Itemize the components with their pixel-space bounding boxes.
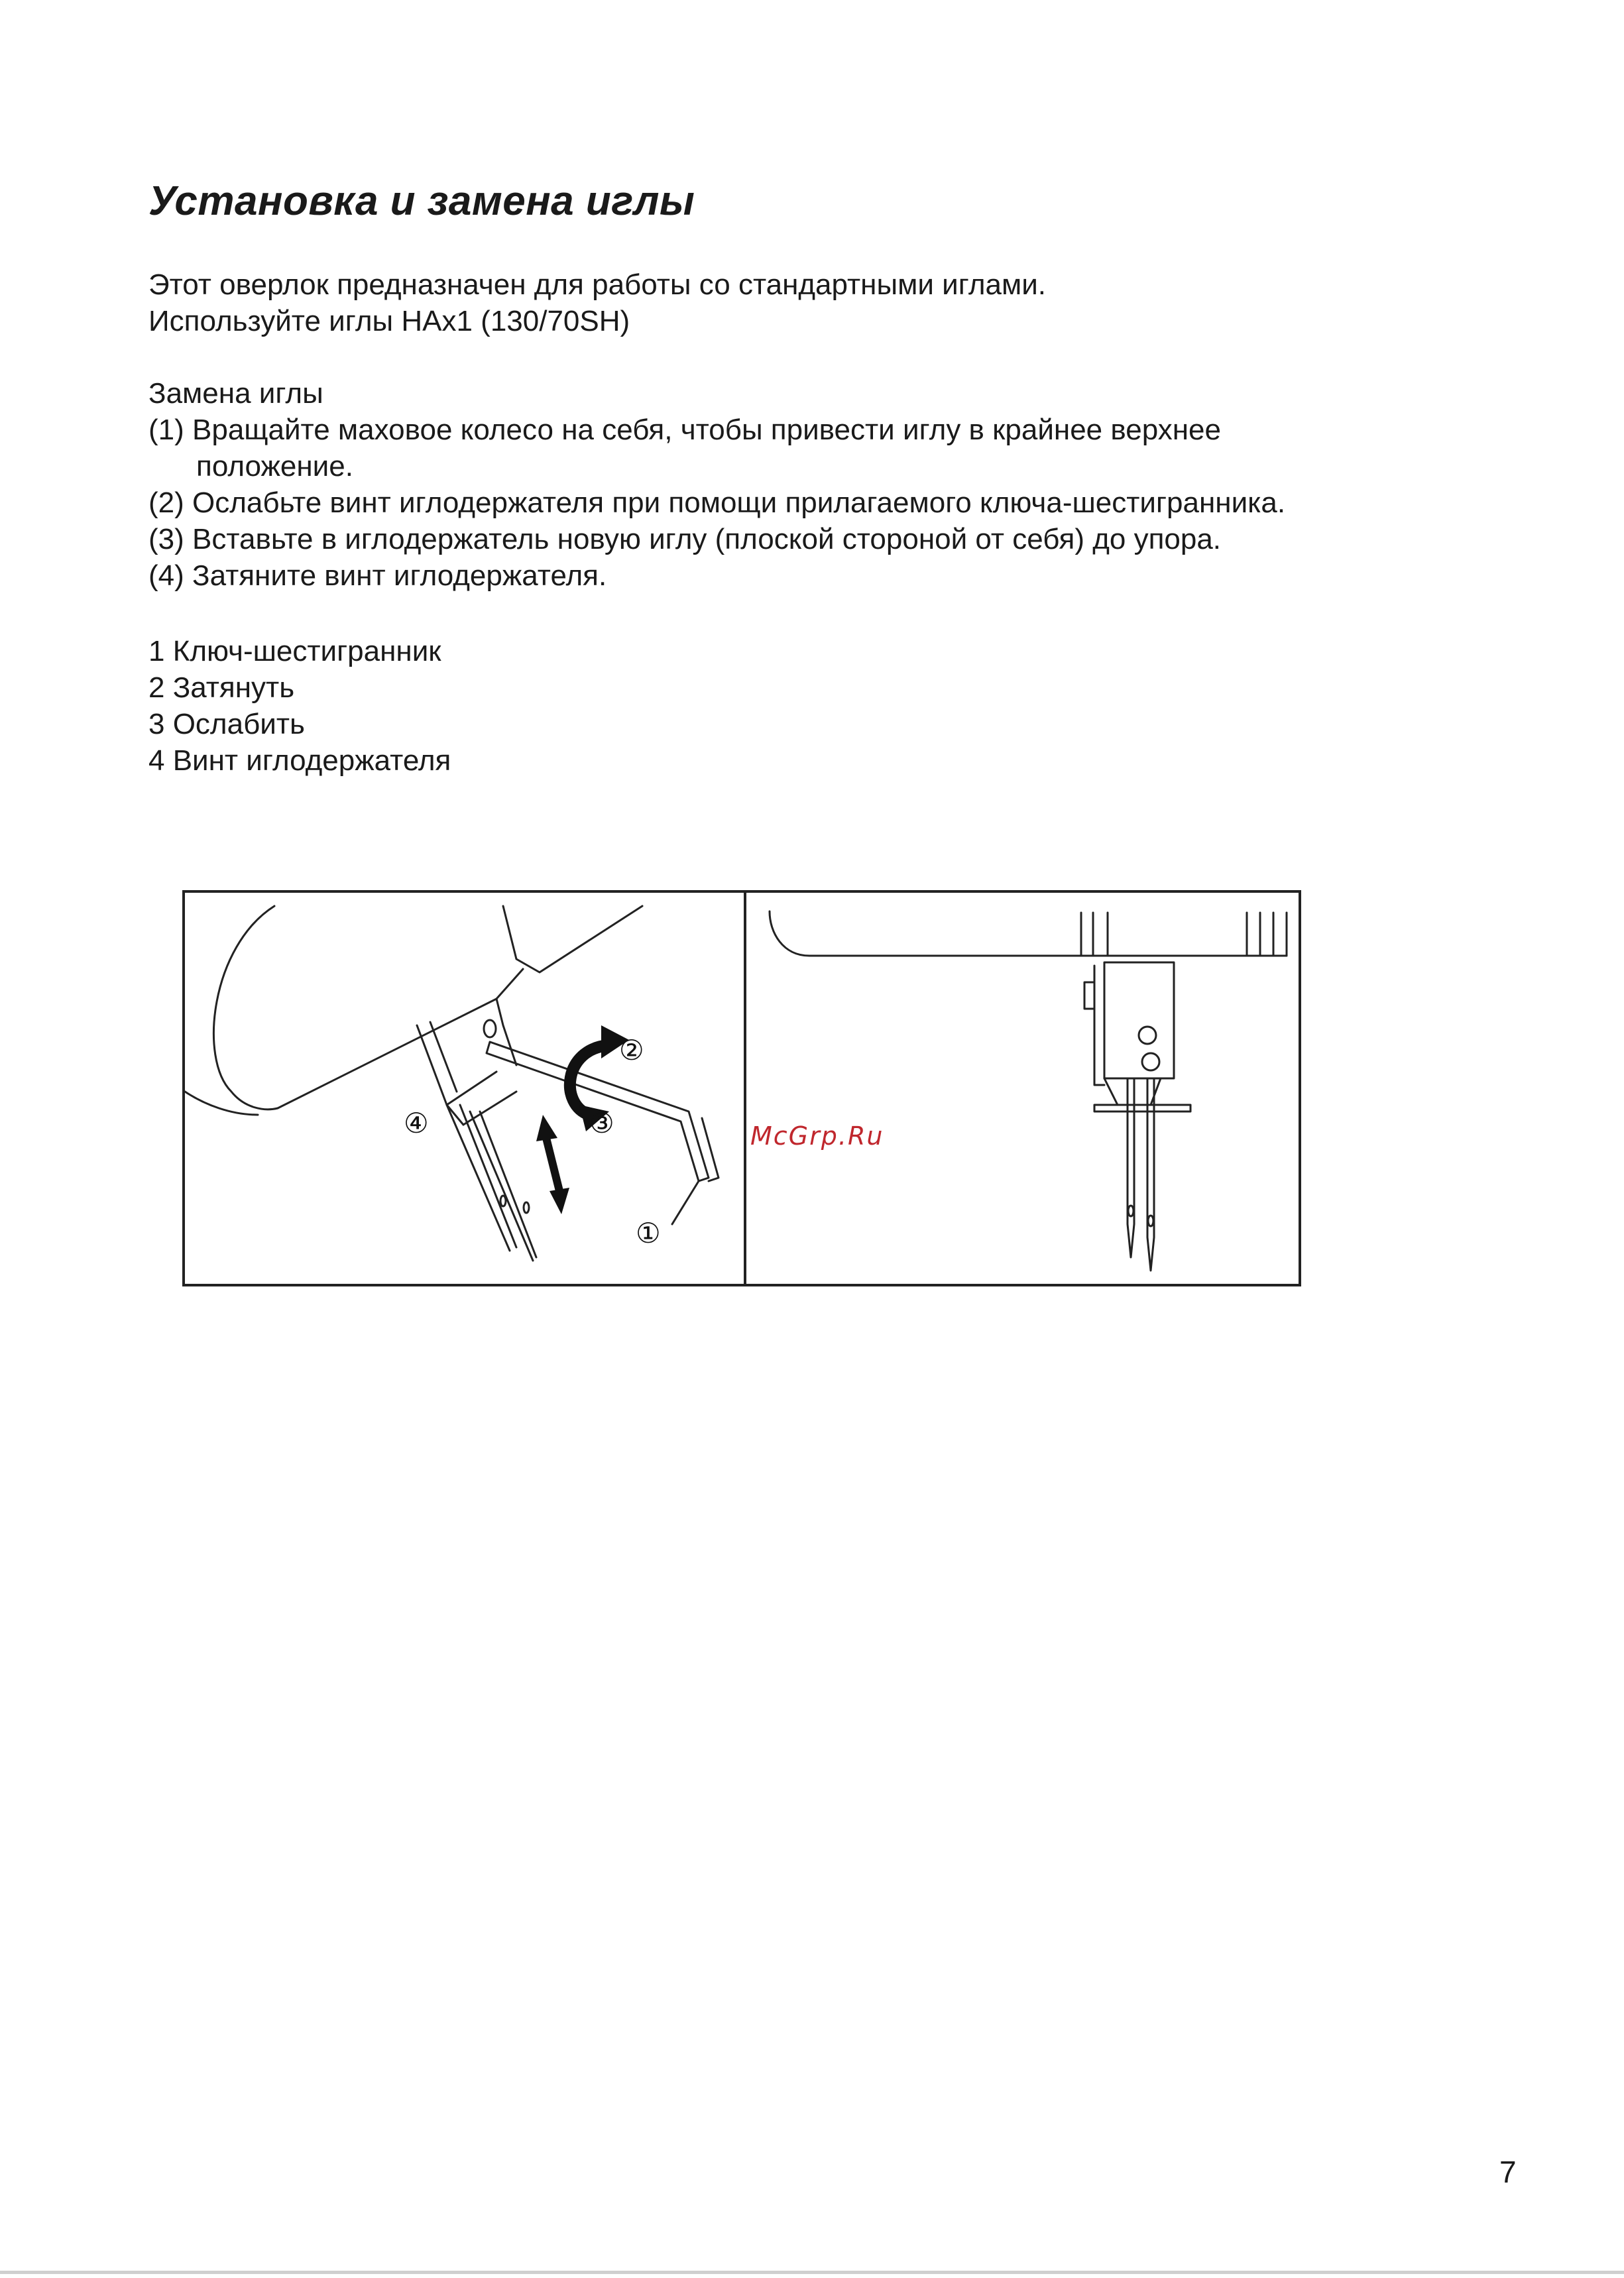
- legend-list: [148, 633, 451, 779]
- callout-4: ④: [404, 1107, 429, 1139]
- step-1-continuation: положение.: [196, 450, 353, 483]
- step-2: (2) Ослабьте винт иглодержателя при помощи прилагаемого ключа-шестигранника.: [148, 486, 1286, 519]
- callout-2: ②: [619, 1034, 644, 1066]
- steps-heading: Замена иглы: [148, 377, 323, 410]
- needle-clamp-illustration: [746, 893, 1299, 1284]
- needle-replacement-figure: [182, 890, 1301, 1286]
- callout-3: ③: [589, 1107, 614, 1139]
- callout-1: ①: [636, 1217, 661, 1249]
- legend-item: 4 Винт иглодержателя: [148, 744, 451, 777]
- intro-paragraph: [148, 266, 1046, 339]
- steps-section: [148, 375, 1285, 594]
- page-title: Установка и замена иглы: [148, 178, 695, 224]
- needle-type-line: Используйте иглы HAx1 (130/70SH): [148, 305, 630, 337]
- legend-item: 1 Ключ-шестигранник: [148, 635, 441, 667]
- page-number: 7: [1499, 2155, 1517, 2189]
- intro-line: Этот оверлок предназначен для работы со стандартными иглами.: [148, 268, 1047, 301]
- step-3: (3) Вставьте в иглодержатель новую иглу (плоской стороной от себя) до упора.: [148, 523, 1222, 555]
- legend-item: 2 Затянуть: [148, 671, 295, 704]
- watermark: McGrp.Ru: [750, 1121, 884, 1151]
- step-4: (4) Затяните винт иглодержателя.: [148, 559, 607, 592]
- legend-item: 3 Ослабить: [148, 708, 305, 740]
- bottom-divider: [0, 2271, 1624, 2274]
- step-1: (1) Вращайте маховое колесо на себя, чтобы привести иглу в крайнее верхнее: [148, 414, 1221, 446]
- hex-key-illustration: [185, 893, 744, 1284]
